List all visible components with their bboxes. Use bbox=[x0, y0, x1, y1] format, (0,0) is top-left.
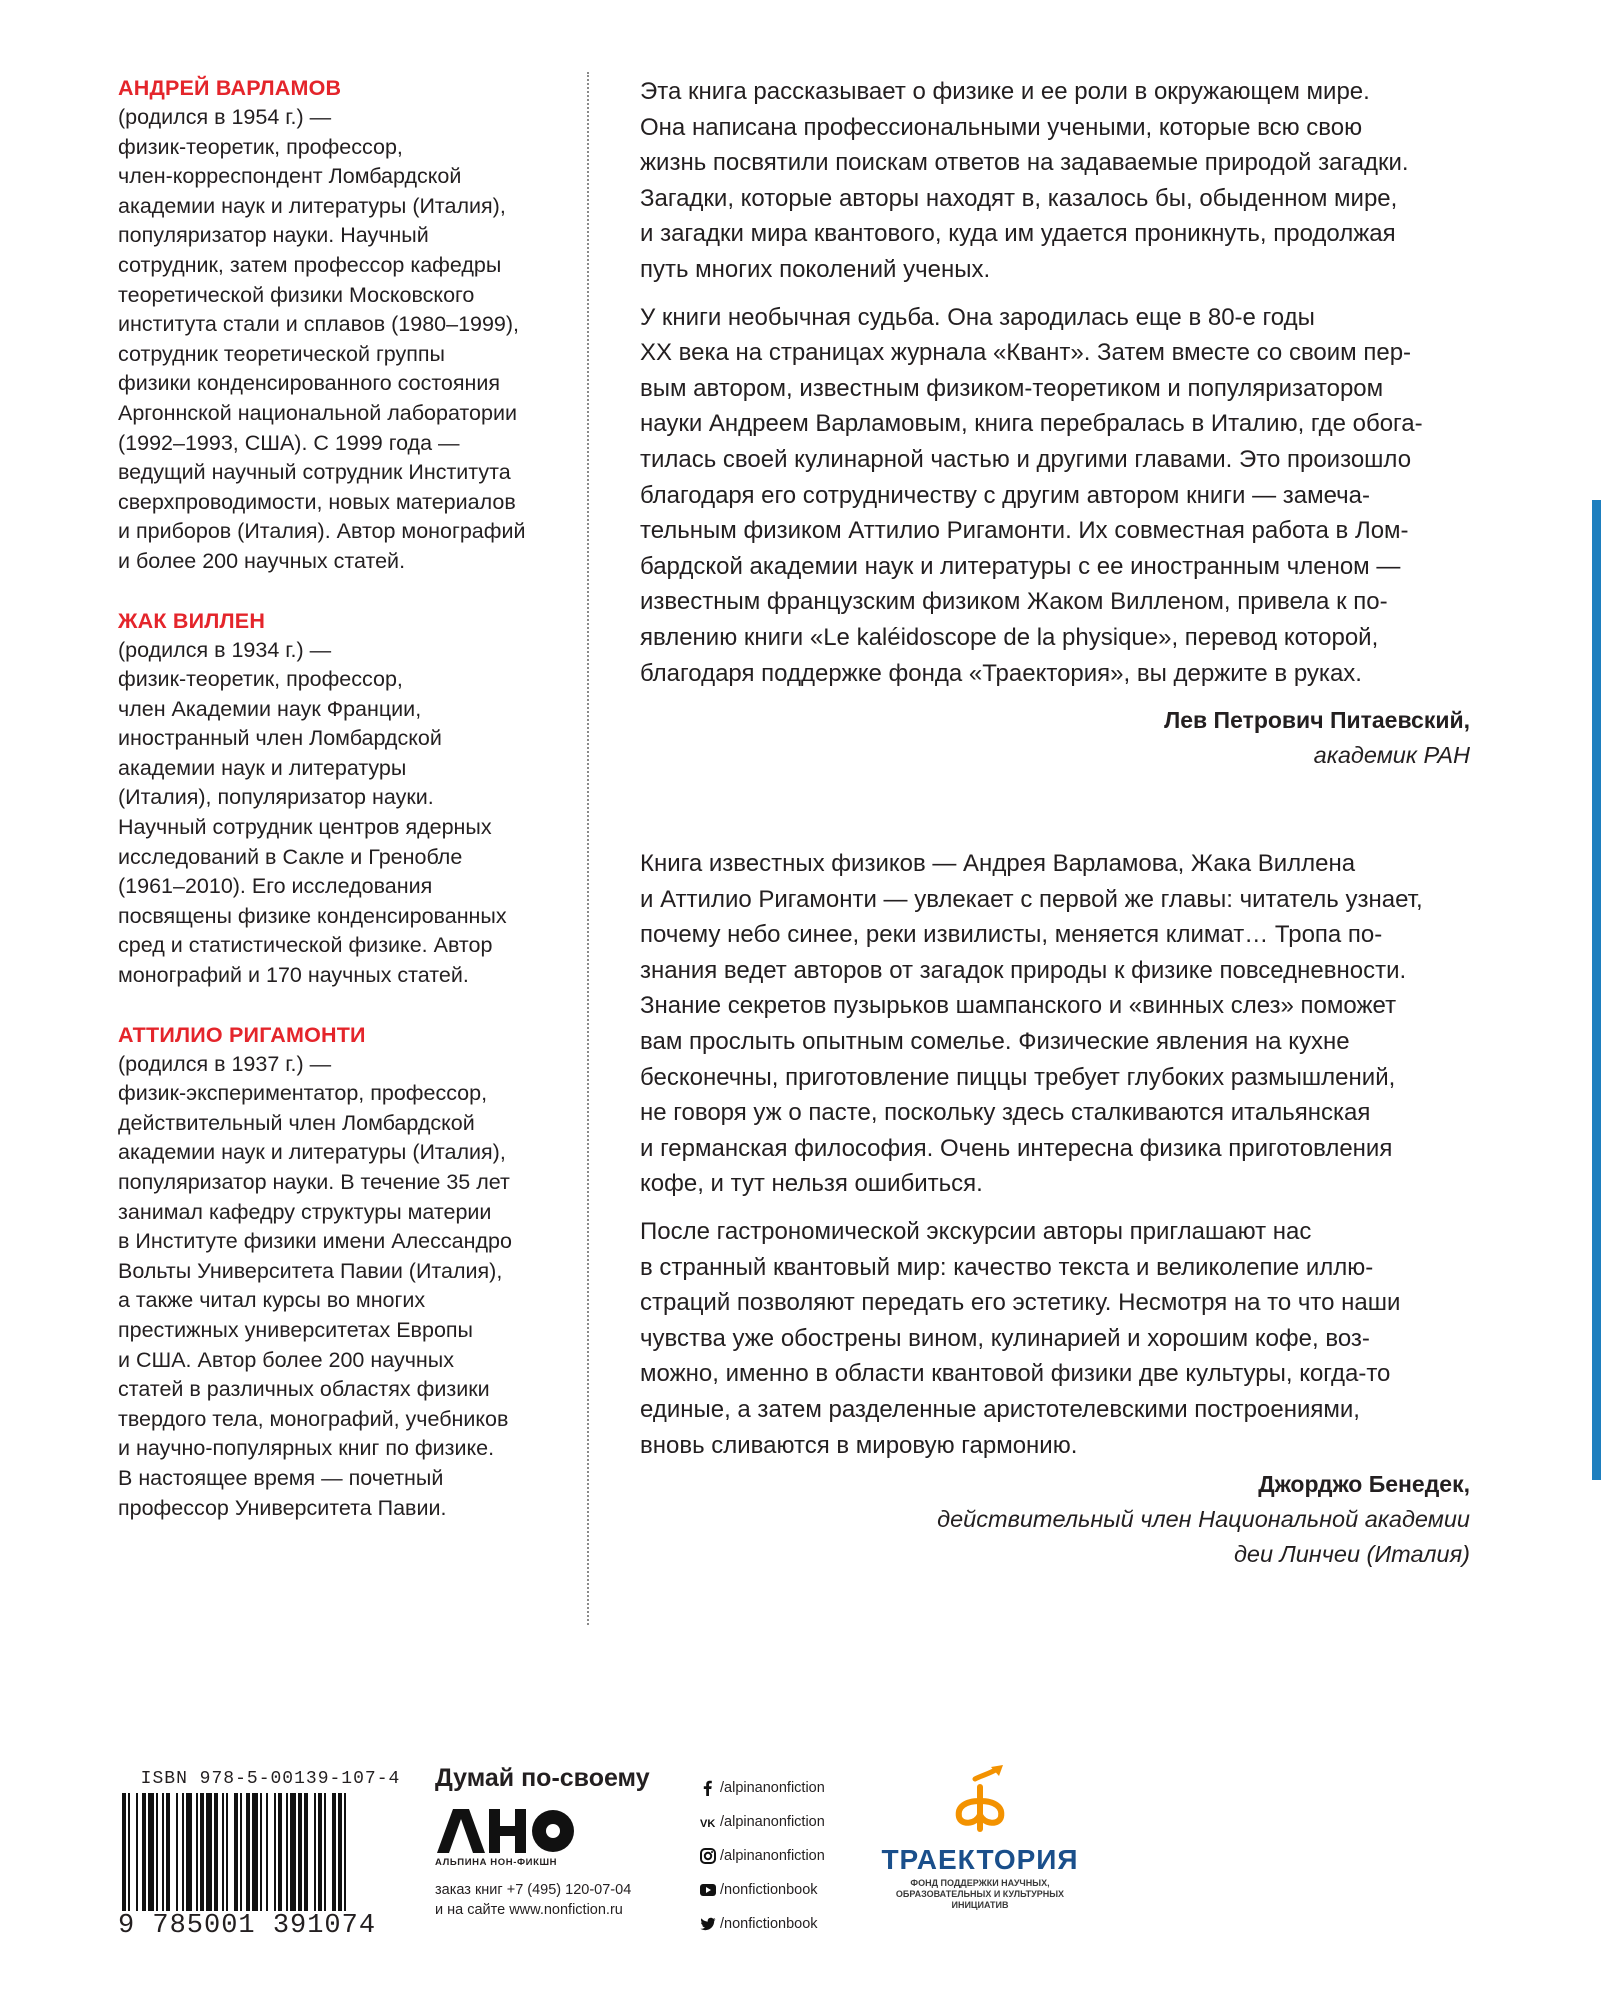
barcode-bar bbox=[214, 1793, 218, 1911]
author-name: ЖАК ВИЛЛЕН bbox=[118, 608, 266, 633]
isbn-number: ISBN 978-5-00139-107-4 bbox=[140, 1769, 401, 1789]
author-villain bbox=[118, 607, 573, 991]
barcode-bar bbox=[338, 1793, 342, 1911]
barcode-bar bbox=[148, 1793, 154, 1911]
social-link-vk[interactable] bbox=[700, 1805, 900, 1839]
barcode-bar bbox=[286, 1793, 288, 1911]
social-handle: /alpinanonfiction bbox=[720, 1814, 825, 1830]
barcode-bar bbox=[176, 1793, 178, 1911]
trajectory-name: ТРАЕКТОРИЯ bbox=[881, 1844, 1079, 1875]
barcode-bar bbox=[222, 1793, 224, 1911]
barcode-bar bbox=[278, 1793, 282, 1911]
instagram-icon bbox=[700, 1848, 716, 1864]
reviewer-name: Лев Петрович Питаевский, bbox=[1164, 707, 1470, 734]
barcode-bar bbox=[200, 1793, 204, 1911]
barcode-bar bbox=[226, 1793, 228, 1911]
twitter-icon bbox=[700, 1916, 716, 1932]
author-bio: (родился в 1954 г.) — физик-теоретик, профессор, член-корреспондент Ломбардской академии наук и литературы (Италия), популяризатор науки. Научный сотрудник, затем профессор кафедры теоретической физики Московского института стали и сплавов (1980–1999), сотрудник теоретической группы физики конденсированного состояния Аргоннской национальной лаборатории (1992–1993, США). С 1999 года — ведущий научный сотрудник Института сверхпроводимости, новых материалов и приборов (Италия). Автор монографий и более 200 научных статей. bbox=[118, 105, 526, 573]
author-name: АТТИЛИО РИГАМОНТИ bbox=[118, 1022, 366, 1047]
barcode-bar bbox=[122, 1793, 126, 1911]
social-handle: /alpinanonfiction bbox=[720, 1780, 825, 1796]
barcode-bar bbox=[274, 1793, 276, 1911]
review-paragraph: Эта книга рассказывает о физике и ее роли в окружающем мире. Она написана профессиональными учеными, которые всю свою жизнь посвятили поискам ответов на задаваемые природой загадки. Загадки, которые авторы находят в, казалось бы, обыденном мире, и загадки мира квантового, куда им удается проникнуть, продолжая путь многих поколений ученых. bbox=[640, 78, 1409, 283]
social-links bbox=[700, 1771, 900, 1941]
barcode-bar bbox=[266, 1793, 268, 1911]
barcode-bar bbox=[162, 1793, 164, 1911]
barcode-bar bbox=[234, 1793, 238, 1911]
author-bio: (родился в 1937 г.) — физик-экспериментатор, профессор, действительный член Ломбардской академии наук и литературы (Италия), популяризатор науки. В течение 35 лет занимал кафедру структуры материи в Институте физики имени Алессандро Вольты Университета Павии (Италия), а также читал курсы во многих престижных университетах Европы и США. Автор более 200 научных статей в различных областях физики твердого тела, монографий, учебников и научно-популярных книг по физике. В настоящее время — почетный профессор Университета Павии. bbox=[118, 1051, 512, 1520]
barcode-bar bbox=[240, 1793, 242, 1911]
barcode-bar bbox=[344, 1793, 346, 1911]
facebook-icon bbox=[700, 1780, 716, 1796]
review-pitaevsky bbox=[640, 74, 1470, 773]
publisher-block bbox=[435, 1763, 660, 1920]
author-bios bbox=[118, 74, 573, 1553]
barcode-bar bbox=[206, 1793, 212, 1911]
barcode-bar bbox=[252, 1793, 258, 1911]
vk-icon bbox=[700, 1814, 716, 1830]
author-varlamov bbox=[118, 74, 573, 577]
trajectory-subtitle: ФОНД ПОДДЕРЖКИ НАУЧНЫХ, ОБРАЗОВАТЕЛЬНЫХ И КУЛЬТУРНЫХ ИНИЦИАТИВ bbox=[895, 1878, 1065, 1910]
svg-text:VK: VK bbox=[700, 1818, 716, 1830]
barcode-bar bbox=[324, 1793, 326, 1911]
isbn-barcode bbox=[118, 1769, 423, 1954]
barcode-bar bbox=[290, 1793, 296, 1911]
publisher-name: АЛЬПИНА НОН-ФИКШН bbox=[435, 1857, 558, 1868]
barcode-bar bbox=[298, 1793, 302, 1911]
review-benedek bbox=[640, 846, 1470, 1572]
social-link-instagram[interactable] bbox=[700, 1839, 900, 1873]
barcode-bar bbox=[304, 1793, 308, 1911]
social-link-twitter[interactable] bbox=[700, 1907, 900, 1941]
barcode-bar bbox=[314, 1793, 316, 1911]
barcode-bar bbox=[156, 1793, 158, 1911]
review-paragraph: У книги необычная судьба. Она зародилась еще в 80-е годы XX века на страницах журнала «Квант». Затем вместе со своим пер- вым автором, известным физиком-теоретиком и популяризатором науки Андреем Варламовым, книга перебралась в Италию, где обога- тилась своей кулинарной частью и другими главами. Это произошло благодаря его сотрудничеству с другим автором книги — замеча- тельным физиком Аттилио Ригамонти. Их совместная работа в Лом- бардской академии наук и литературы с ее иностранным членом — известным французским физиком Жаком Вилленом, привела к по- явлению книги «Le kaléidoscope de la physique», перевод которой, благодаря поддержке фонда «Траектория», вы держите в руках. bbox=[640, 303, 1423, 687]
barcode-bar bbox=[332, 1793, 336, 1911]
reviewer-name: Джорджо Бенедек, bbox=[1258, 1471, 1470, 1498]
barcode-bar bbox=[128, 1793, 130, 1911]
barcode-bar bbox=[186, 1793, 192, 1911]
author-rigamonti bbox=[118, 1021, 573, 1524]
barcode-bar bbox=[260, 1793, 262, 1911]
review-paragraph: Книга известных физиков — Андрея Варламова, Жака Виллена и Аттилио Ригамонти — увлекает с первой же главы: читатель узнает, почему небо синее, реки извилисты, меняется климат… Тропа по- знания ведет авторов от загадок природы к физике повседневности. Знание секретов пузырьков шампанского и «винных слез» поможет вам прослыть опытным сомелье. Физические явления на кухне бесконечны, приготовление пиццы требует глубоких размышлений, не говоря уж о пасте, поскольку здесь сталкиваются итальянская и германская философия. Очень интересна физика приготовления кофе, и тут нельзя ошибиться. bbox=[640, 850, 1423, 1198]
edge-color-bar bbox=[1592, 500, 1601, 1480]
barcode-bar bbox=[182, 1793, 184, 1911]
author-name: АНДРЕЙ ВАРЛАМОВ bbox=[118, 76, 342, 100]
social-handle: /alpinanonfiction bbox=[720, 1848, 825, 1864]
social-link-facebook[interactable] bbox=[700, 1771, 900, 1805]
publisher-slogan: Думай по-своему bbox=[435, 1764, 650, 1792]
reviewer-title: действительный член Национальной академии деи Линчеи (Италия) bbox=[937, 1506, 1470, 1568]
trajectory-foundation-logo bbox=[880, 1765, 1080, 1911]
barcode-bar bbox=[196, 1793, 198, 1911]
order-info: заказ книг +7 (495) 120-07-04 и на сайте www.nonfiction.ru bbox=[435, 1882, 632, 1918]
barcode-bar bbox=[166, 1793, 170, 1911]
social-handle: /nonfictionbook bbox=[720, 1916, 818, 1932]
social-handle: /nonfictionbook bbox=[720, 1882, 818, 1898]
column-divider bbox=[587, 72, 589, 1625]
publisher-logo-icon bbox=[435, 1807, 575, 1855]
trajectory-emblem-icon bbox=[945, 1765, 1015, 1833]
back-cover-footer bbox=[0, 1755, 1601, 2000]
author-bio: (родился в 1934 г.) — физик-теоретик, профессор, член Академии наук Франции, иностранный член Ломбардской академии наук и литературы (Италия), популяризатор науки. Научный сотрудник центров ядерных исследований в Сакле и Гренобле (1961–2010). Его исследования посвящены физике конденсированных сред и статистической физике. Автор монографий и 170 научных статей. bbox=[118, 637, 507, 988]
barcode-bar bbox=[136, 1793, 138, 1911]
barcode-bar bbox=[142, 1793, 146, 1911]
barcode-digits: 9 785001 391074 bbox=[118, 1911, 377, 1941]
reviewer-title: академик РАН bbox=[1313, 742, 1470, 769]
review-paragraph: После гастрономической экскурсии авторы приглашают нас в странный квантовый мир: качество текста и великолепие иллю- страций позволяют передать его эстетику. Несмотря на то что наши чувства уже обострены вином, кулинарией и хорошим кофе, воз- можно, именно в области квантовой физики две культуры, когда-то единые, а затем разделенные аристотелевскими построениями, вновь сливаются в мировую гармонию. bbox=[640, 1217, 1401, 1459]
youtube-icon bbox=[700, 1882, 716, 1898]
social-link-youtube[interactable] bbox=[700, 1873, 900, 1907]
barcode-bar bbox=[246, 1793, 250, 1911]
barcode-icon bbox=[118, 1793, 423, 1913]
barcode-bar bbox=[318, 1793, 322, 1911]
